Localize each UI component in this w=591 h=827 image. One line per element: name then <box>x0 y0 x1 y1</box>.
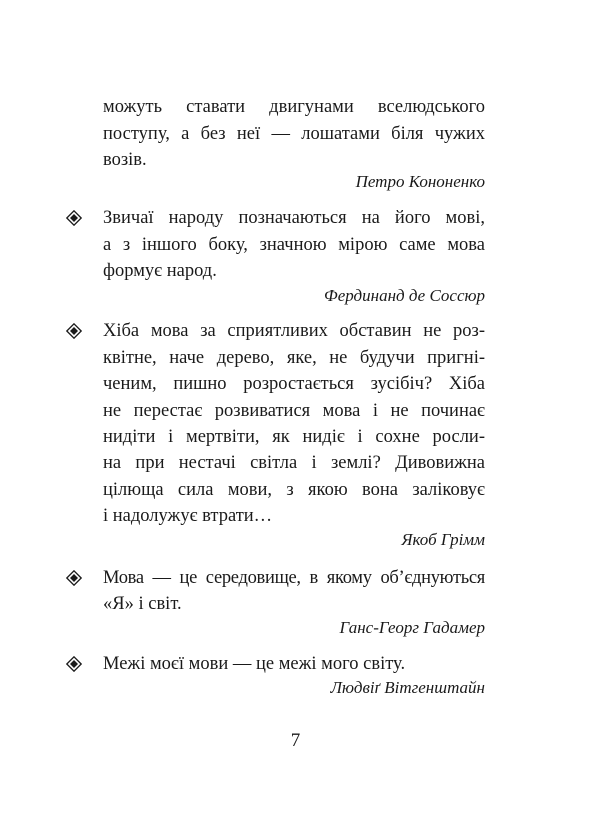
diamond-bullet-icon <box>66 210 82 226</box>
quote-line: а з іншого боку, значною мірою саме мова <box>103 235 485 255</box>
quote-line: ченим, пишно розростається зусібіч? Хіба <box>103 374 485 394</box>
quote-line: не перестає розвиватися мова і не починає <box>103 401 485 421</box>
diamond-bullet-icon <box>66 323 82 339</box>
quote-line: «Я» і світ. <box>103 594 182 614</box>
quote-author: Ганс-Георг Гадамер <box>339 618 485 637</box>
quote-line: квітне, наче дерево, яке, не будучи пригні- <box>103 348 485 368</box>
quote-line: Мова — це середовище, в якому об’єднуються <box>103 568 485 588</box>
quote-line: возів. <box>103 150 147 170</box>
quote-line: Звичаї народу позначаються на його мові, <box>103 208 485 228</box>
quote-line: можуть ставати двигунами вселюдського <box>103 97 485 117</box>
quote-line: Межі моєї мови — це межі мого світу. <box>103 654 406 674</box>
quote-author: Фердинанд де Соссюр <box>324 286 485 305</box>
quote-author: Людвіґ Вітгенштайн <box>330 678 485 697</box>
diamond-bullet-icon <box>66 570 82 586</box>
quote-author: Петро Кононенко <box>355 172 485 191</box>
quote-line: Хіба мова за сприятливих обставин не роз- <box>103 321 485 341</box>
quote-line: поступу, а без неї — лошатами біля чужих <box>103 124 485 144</box>
diamond-bullet-icon <box>66 656 82 672</box>
quote-line: цілюща сила мови, з якою вона заліковує <box>103 480 485 500</box>
quote-author: Якоб Грімм <box>401 530 485 549</box>
quote-line: формує народ. <box>103 261 217 281</box>
page-number: 7 <box>290 730 301 751</box>
quote-line: і надолужує втрати… <box>103 506 273 526</box>
quote-line: нидіти і мертвіти, як нидіє і сохне росли- <box>103 427 485 447</box>
quote-line: на при нестачі світла і землі? Дивовижна <box>103 453 485 473</box>
